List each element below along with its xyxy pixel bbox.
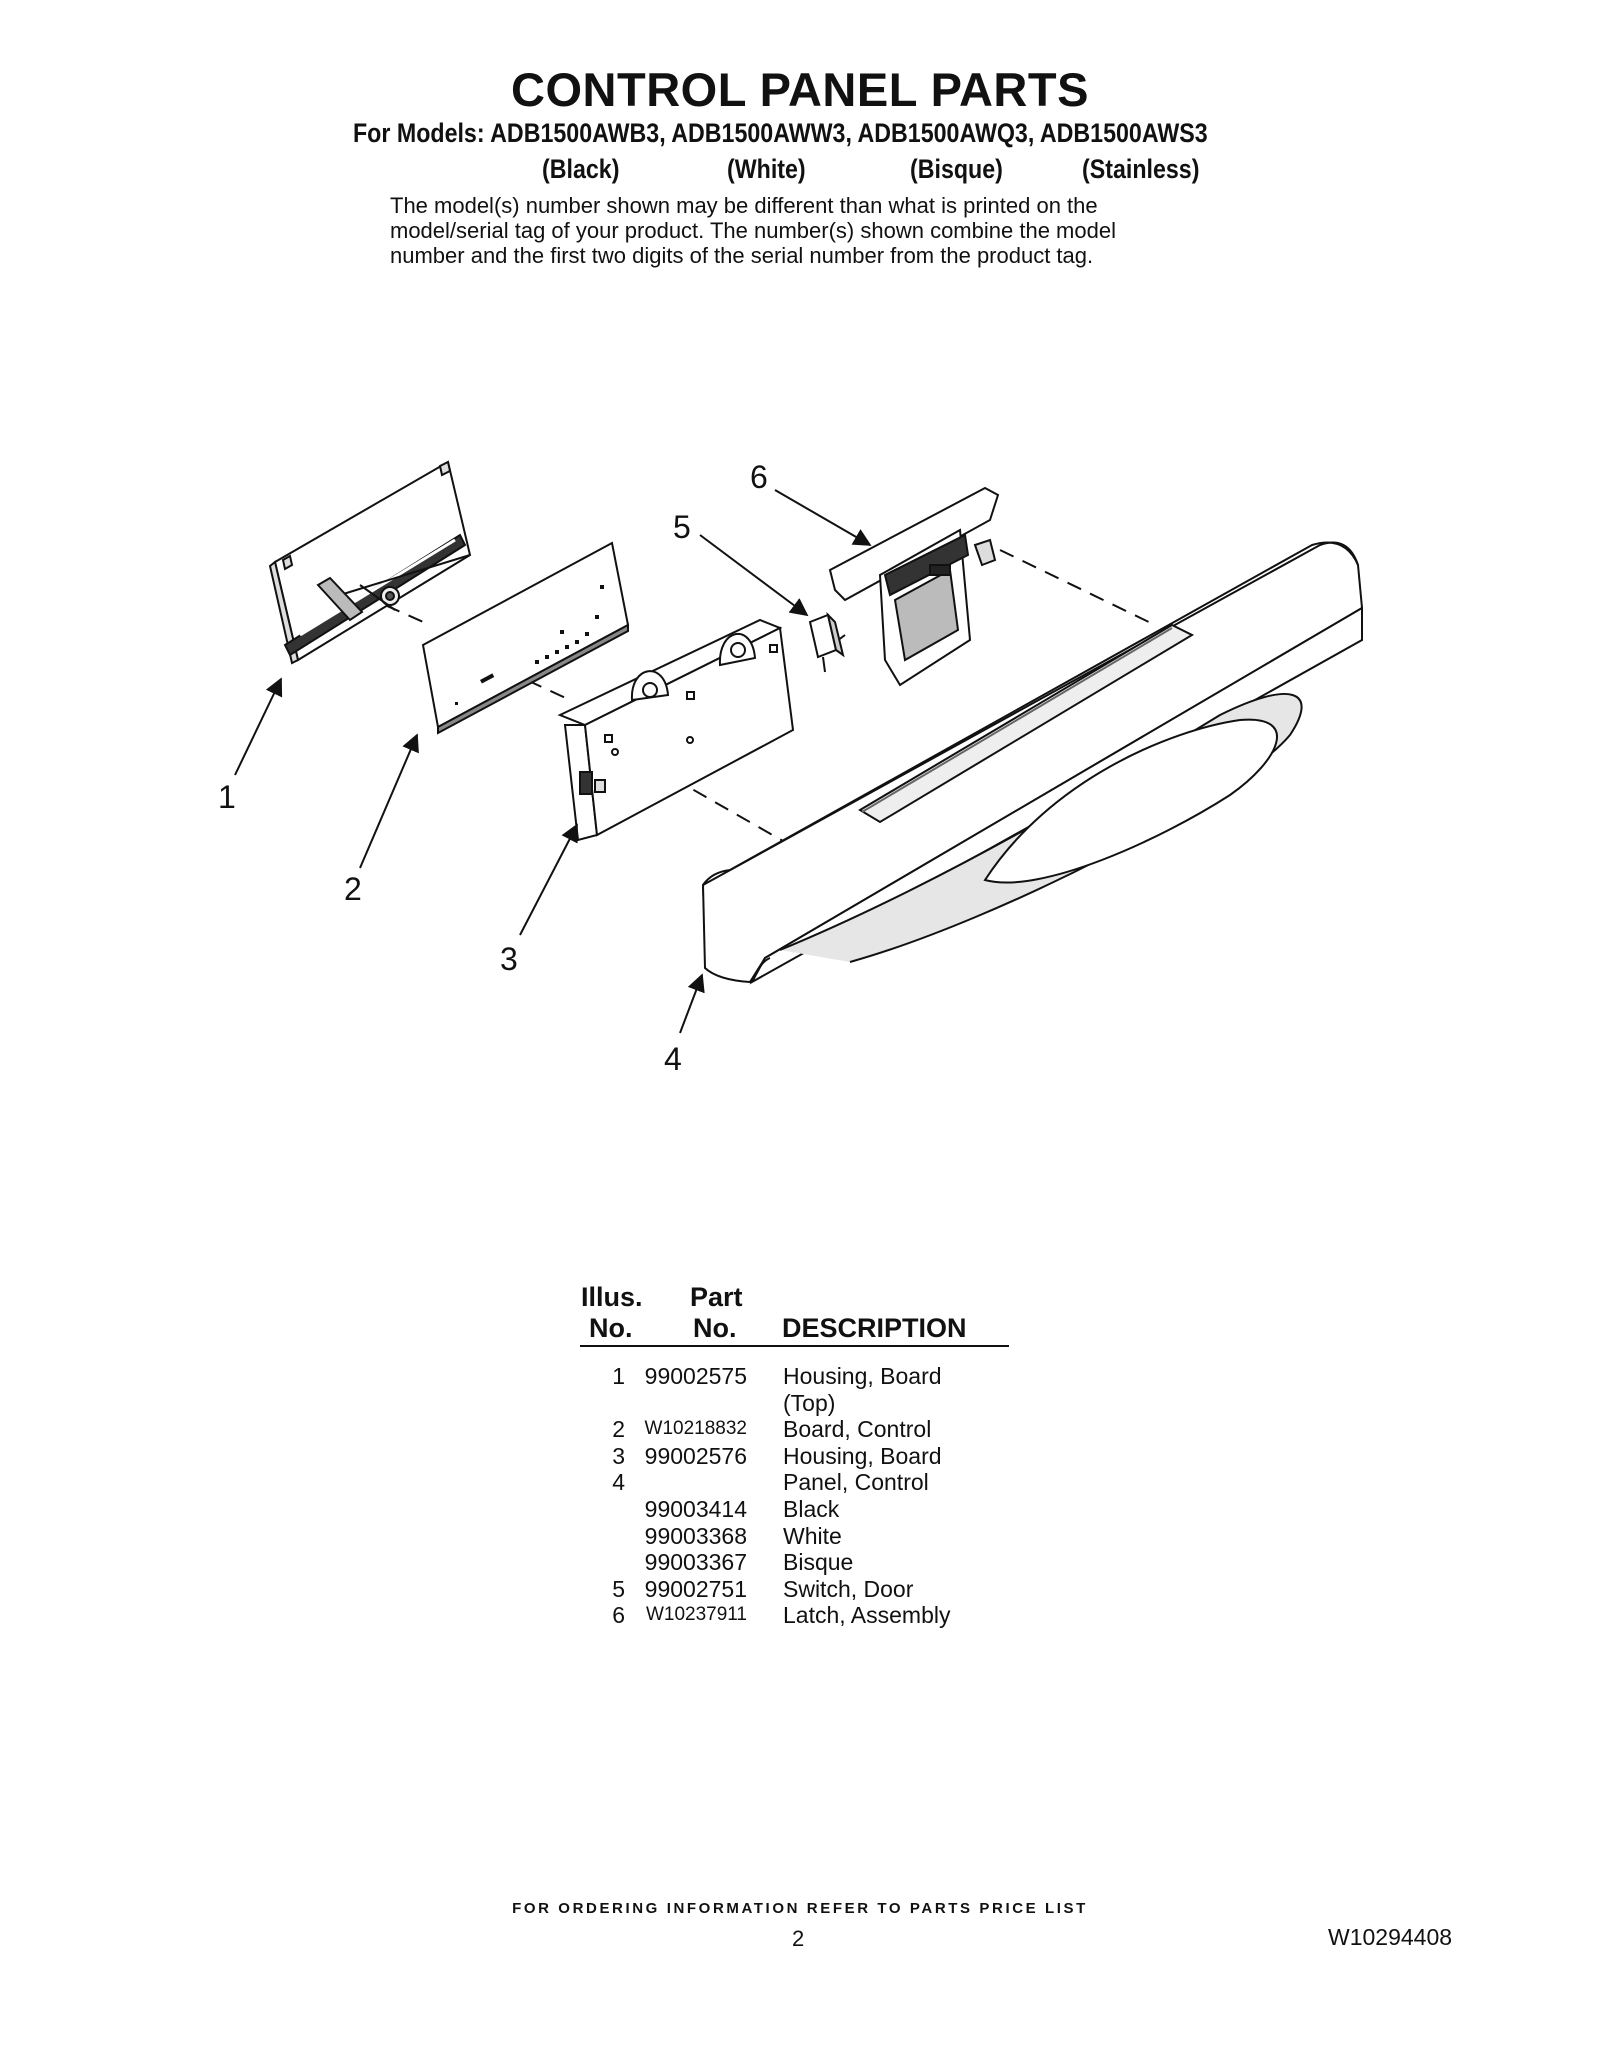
part-description: Switch, Door <box>783 1575 914 1602</box>
part-no: 99003368 <box>644 1522 747 1549</box>
col-illus-label: Illus. <box>581 1282 643 1312</box>
illus-no: 5 <box>612 1575 625 1602</box>
color-black: (Black) <box>542 154 620 184</box>
part-description: Housing, Board <box>783 1442 942 1469</box>
illus-no: 3 <box>612 1442 625 1469</box>
callout-1: 1 <box>218 779 236 815</box>
part-no: 99003367 <box>644 1549 747 1576</box>
col-description-label: DESCRIPTION <box>782 1313 967 1343</box>
part-description: White <box>783 1522 842 1549</box>
ordering-info-footer: FOR ORDERING INFORMATION REFER TO PARTS PRICE LIST <box>512 1900 1088 1917</box>
callout-5: 5 <box>673 509 691 545</box>
housing-board-part <box>560 620 793 840</box>
illus-no: 6 <box>612 1602 625 1629</box>
part-no: 99002575 <box>644 1363 747 1389</box>
page-title: CONTROL PANEL PARTS <box>511 63 1089 116</box>
part-no: 99003414 <box>644 1495 747 1522</box>
part-description: Board, Control <box>783 1416 932 1443</box>
part-description: Bisque <box>783 1549 854 1576</box>
col-part-label: Part <box>690 1282 743 1312</box>
page-number: 2 <box>792 1926 805 1951</box>
model-note-line: model/serial tag of your product. The number(s) shown combine the model <box>390 218 1116 243</box>
illus-no: 1 <box>612 1363 625 1389</box>
part-no: W10237911 <box>645 1604 747 1626</box>
document-number: W10294408 <box>1328 1924 1453 1950</box>
callout-2: 2 <box>344 871 362 907</box>
col-part-label: No. <box>693 1313 737 1343</box>
col-illus-label: No. <box>589 1313 633 1343</box>
illus-no: 2 <box>612 1416 625 1443</box>
control-panel-part <box>703 543 1362 983</box>
part-description: Black <box>783 1495 840 1522</box>
part-description: (Top) <box>783 1389 836 1416</box>
color-bisque: (Bisque) <box>910 154 1003 184</box>
callout-3: 3 <box>500 941 518 977</box>
color-stainless: (Stainless) <box>1082 154 1200 184</box>
callout-4: 4 <box>664 1041 682 1077</box>
part-no: W10218832 <box>644 1418 747 1440</box>
part-no: 99002576 <box>644 1442 747 1469</box>
models-line: For Models: ADB1500AWB3, ADB1500AWW3, ADB1500AWQ3, ADB1500AWS3 <box>353 118 1208 148</box>
door-switch-part <box>810 615 843 672</box>
housing-board-top-part <box>270 462 470 663</box>
illus-no: 4 <box>612 1469 625 1496</box>
model-note-line: number and the first two digits of the serial number from the product tag. <box>390 243 1094 268</box>
color-white: (White) <box>727 154 806 184</box>
callout-6: 6 <box>750 459 768 495</box>
model-note-line: The model(s) number shown may be different than what is printed on the <box>390 193 1098 218</box>
part-no: 99002751 <box>644 1575 747 1602</box>
part-description: Housing, Board <box>783 1363 942 1389</box>
latch-assembly-part <box>830 488 998 685</box>
table-header-rule <box>580 1345 1009 1347</box>
part-description: Latch, Assembly <box>783 1602 951 1629</box>
part-description: Panel, Control <box>783 1469 929 1496</box>
